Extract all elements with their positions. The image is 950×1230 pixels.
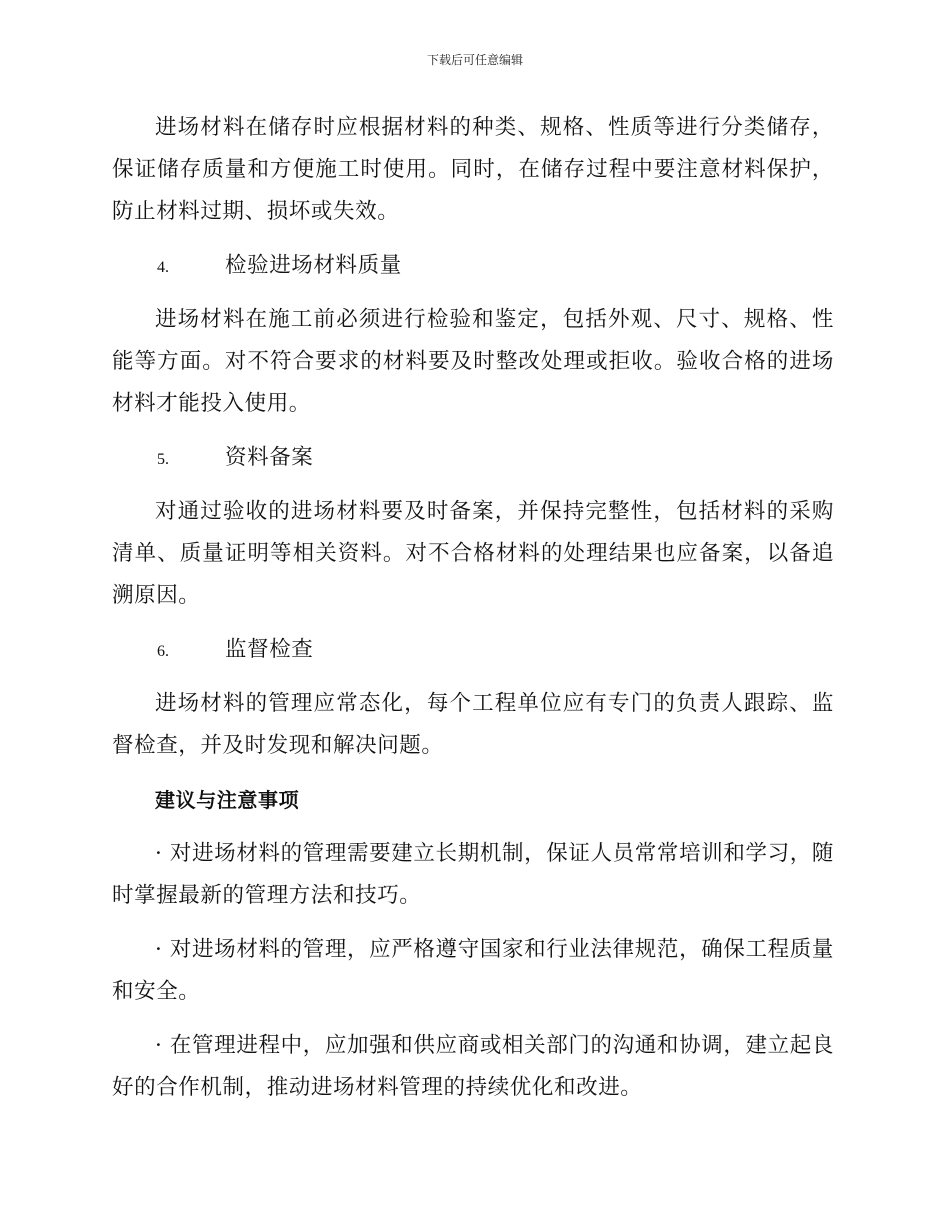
bullet-item: · 对进场材料的管理需要建立长期机制，保证人员常常培训和学习，随时掌握最新的管理方法和技巧。 bbox=[112, 841, 834, 908]
paragraph-supervision: 进场材料的管理应常态化，每个工程单位应有专门的负责人跟踪、监督检查，并及时发现和解决问题。 bbox=[112, 691, 834, 758]
bullet-item: · 对进场材料的管理，应严格遵守国家和行业法律规范，确保工程质量和安全。 bbox=[112, 937, 834, 1004]
paragraph-storage: 进场材料在储存时应根据材料的种类、规格、性质等进行分类储存，保证储存质量和方便施工时使用。同时，在储存过程中要注意材料保护，防止材料过期、损坏或失效。 bbox=[112, 115, 834, 224]
section-title: 检验进场材料质量 bbox=[225, 253, 402, 278]
section-title: 监督检查 bbox=[225, 637, 314, 662]
section-number: 5. bbox=[157, 451, 169, 468]
section-heading-6 bbox=[112, 629, 834, 671]
section-title: 资料备案 bbox=[225, 445, 314, 470]
paragraph-inspection: 进场材料在施工前必须进行检验和鉴定，包括外观、尺寸、规格、性能等方面。对不符合要求的材料要及时整改处理或拒收。验收合格的进场材料才能投入使用。 bbox=[112, 307, 834, 416]
section-number: 6. bbox=[157, 643, 169, 660]
document-body bbox=[112, 107, 834, 1121]
advice-heading: 建议与注意事项 bbox=[155, 788, 300, 812]
section-heading-4 bbox=[112, 245, 834, 287]
page-header: 下载后可任意编辑 bbox=[426, 53, 523, 67]
bullet-item: · 在管理进程中，应加强和供应商或相关部门的沟通和协调，建立起良好的合作机制，推动进场材料管理的持续优化和改进。 bbox=[112, 1033, 834, 1100]
paragraph-records: 对通过验收的进场材料要及时备案，并保持完整性，包括材料的采购清单、质量证明等相关资料。对不合格材料的处理结果也应备案，以备追溯原因。 bbox=[112, 499, 834, 608]
section-number: 4. bbox=[157, 259, 169, 276]
section-heading-5 bbox=[112, 437, 834, 479]
